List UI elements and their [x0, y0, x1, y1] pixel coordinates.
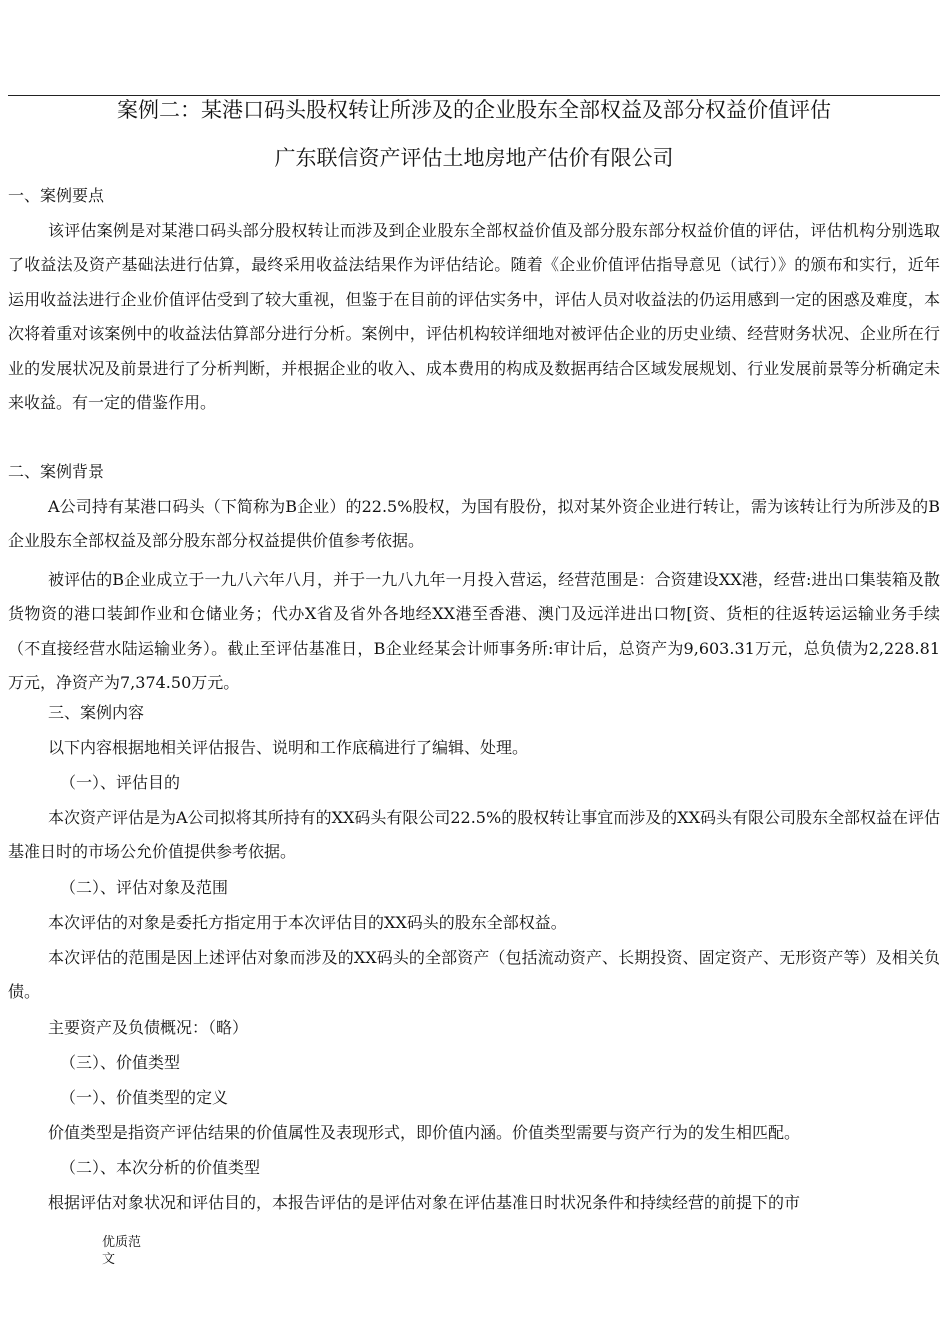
paragraph-background-2: 被评估的B企业成立于一九八六年八月，并于一九八九年一月投入营运，经营范围是：合资建设XX港，经营:进出口集装箱及散货物资的港口装卸作业和仓储业务；代办X省及省外各地经XX港至香港、澳门及远洋进出口物[资、货柜的往返转运运输业务手续（不直接经营水陆运输业务）。截止至评估基准日，B企业经某会计师事务所:审计后，总资产为9,603.31万元，总负债为2,228.81万元，净资产为7,374.50万元。 [8, 570, 940, 693]
subsection-heading-scope: （二）、评估对象及范围 [60, 878, 229, 897]
paragraph-value-definition: 价值类型是指资产评估结果的价值属性及表现形式，即价值内涵。价值类型需要与资产行为的发生相匹配。 [48, 1123, 801, 1142]
paragraph-content-intro: 以下内容根据地相关评估报告、说明和工作底稿进行了编辑、处理。 [48, 738, 529, 757]
subsection-heading-value-analysis: （二）、本次分析的价值类型 [60, 1158, 261, 1177]
paragraph-assets-overview: 主要资产及负债概况：（略） [48, 1018, 249, 1037]
subsection-heading-purpose: （一）、评估目的 [60, 773, 181, 792]
paragraph-case-points: 该评估案例是对某港口码头部分股权转让而涉及到企业股东全部权益价值及部分股东部分权益价值的评估，评估机构分别选取了收益法及资产基础法进行估算，最终采用收益法结果作为评估结论。随着《企业价值评估指导意见（试行）》的颁布和实行，近年运用收益法进行企业价值评估受到了较大重视，但鉴于在目前的评估实务中，评估人员对收益法的仍运用感到一定的困惑及难度，本次将着重对该案例中的收益法估算部分进行分析。案例中，评估机构较详细地对被评估企业的历史业绩、经营财务状况、企业所在行业的发展状况及前景进行了分析判断，并根据企业的收入、成本费用的构成及数据再结合区域发展规划、行业发展前景等分析确定未来收益。有一定的借鉴作用。 [8, 221, 940, 413]
subsection-heading-value-type: （三）、价值类型 [60, 1053, 181, 1072]
paragraph-value-analysis: 根据评估对象状况和评估目的，本报告评估的是评估对象在评估基准日时状况条件和持续经营的前提下的市 [48, 1193, 801, 1212]
document-subtitle: 广东联信资产评估土地房地产估价有限公司 [274, 146, 674, 170]
section-heading-1: 一、案例要点 [8, 186, 105, 205]
paragraph-scope-object: 本次评估的对象是委托方指定用于本次评估目的XX码头的股东全部权益。 [48, 913, 567, 932]
document-title: 案例二：某港口码头股权转让所涉及的企业股东全部权益及部分权益价值评估 [117, 98, 831, 122]
subsection-heading-value-definition: （一）、价值类型的定义 [60, 1088, 229, 1107]
paragraph-background-1: A公司持有某港口码头（下简称为B企业）的22.5%股权，为国有股份，拟对某外资企业进行转让，需为该转让行为所涉及的B企业股东全部权益及部分股东部分权益提供价值参考依据。 [8, 497, 940, 551]
section-heading-2: 二、案例背景 [8, 462, 105, 481]
section-heading-3: 三、案例内容 [48, 703, 145, 722]
paragraph-purpose: 本次资产评估是为A公司拟将其所持有的XX码头有限公司22.5%的股权转让事宜而涉及的XX码头有限公司股东全部权益在评估基准日时的市场公允价值提供参考依据。 [8, 808, 940, 862]
paragraph-scope-range: 本次评估的范围是因上述评估对象而涉及的XX码头的全部资产（包括流动资产、长期投资、固定资产、无形资产等）及相关负债。 [8, 948, 940, 1002]
footer-label: 优质范文 [102, 1235, 142, 1267]
